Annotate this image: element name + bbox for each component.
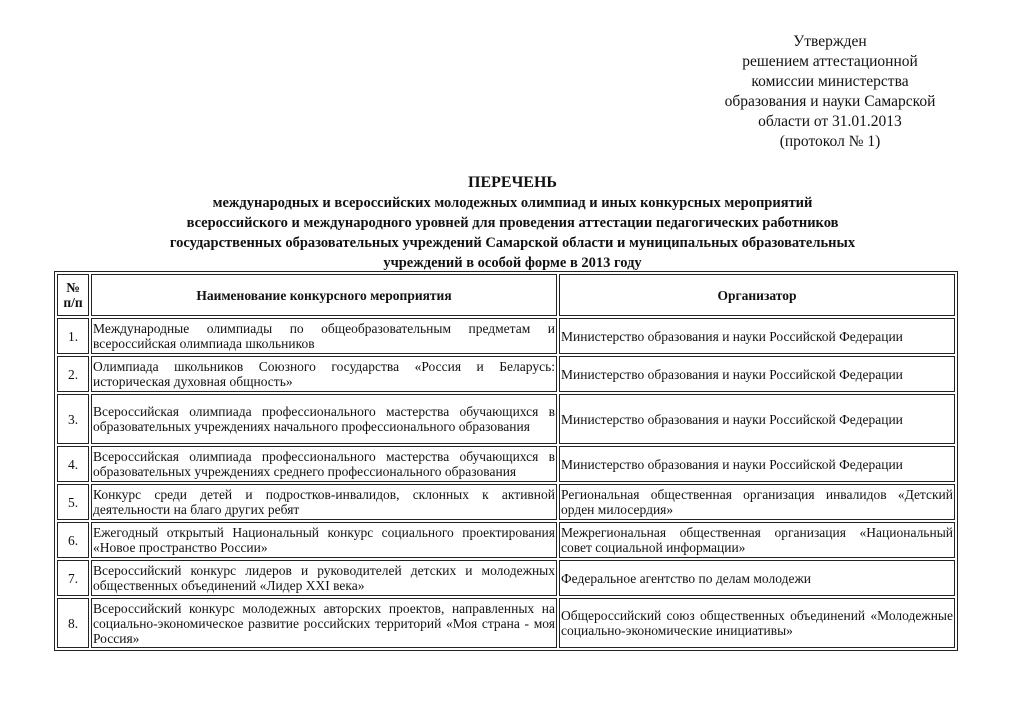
row-num: 2. [57,356,89,392]
row-org: Министерство образования и науки Российской Федерации [559,356,955,392]
title-sub-line: всероссийского и международного уровней для проведения аттестации педагогических работников [186,215,839,231]
title-sub-line: учреждений в особой форме в 2013 году [383,255,642,271]
table-row [57,394,955,444]
row-num: 6. [57,522,89,558]
approval-line: комиссии министерства [751,73,909,90]
events-table [54,271,958,651]
table-row [57,484,955,520]
row-org: Министерство образования и науки Российской Федерации [559,318,955,354]
row-name: Всероссийская олимпиада профессионального мастерства обучающихся в образовательных учреждениях начального профессионального образования [91,394,557,444]
row-name: Ежегодный открытый Национальный конкурс социального проектирования «Новое пространство России» [91,522,557,558]
approval-line: области от 31.01.2013 [758,113,902,130]
title-sub-line: международных и всероссийских молодежных олимпиад и иных конкурсных мероприятий [212,195,813,211]
row-name: Всероссийский конкурс лидеров и руководителей детских и молодежных общественных объединений «Лидер XXI века» [91,560,557,596]
approval-line: (протокол № 1) [779,133,881,150]
row-num: 8. [57,598,89,648]
row-num: 7. [57,560,89,596]
header-name: Наименование конкурсного мероприятия [91,274,557,316]
row-name: Всероссийская олимпиада профессионального мастерства обучающихся в образовательных учреждениях среднего профессионального образования [91,446,557,482]
title-sub-line: государственных образовательных учреждений Самарской области и муниципальных образовательных [169,235,856,251]
row-name: Олимпиада школьников Союзного государства «Россия и Беларусь: историческая духовная общность» [91,356,557,392]
row-org: Министерство образования и науки Российской Федерации [559,394,955,444]
row-name: Всероссийский конкурс молодежных авторских проектов, направленных на социально-экономическое развитие российских территорий «Моя страна - моя Россия» [91,598,557,648]
approval-line: Утвержден [793,33,867,50]
table-row [57,318,955,354]
approval-line: образования и науки Самарской [724,93,936,110]
row-num: 3. [57,394,89,444]
row-org: Министерство образования и науки Российской Федерации [559,446,955,482]
table-row [57,598,955,648]
row-org: Межрегиональная общественная организация «Национальный совет социальной информации» [559,522,955,558]
row-org: Федеральное агентство по делам молодежи [559,560,955,596]
table-header-row [57,274,955,316]
approval-line: решением аттестационной [742,53,918,70]
approval-stamp [690,32,970,152]
table-row [57,522,955,558]
document-title [60,172,965,273]
table-row [57,446,955,482]
header-num: № п/п [57,274,89,316]
header-org: Организатор [559,274,955,316]
row-name: Международные олимпиады по общеобразовательным предметам и всероссийская олимпиада школьников [91,318,557,354]
title-main: ПЕРЕЧЕНЬ [468,174,557,191]
row-num: 1. [57,318,89,354]
row-num: 5. [57,484,89,520]
row-name: Конкурс среди детей и подростков-инвалидов, склонных к активной деятельности на благо других ребят [91,484,557,520]
table-row [57,560,955,596]
row-org: Общероссийский союз общественных объединений «Молодежные социально-экономические инициативы» [559,598,955,648]
row-num: 4. [57,446,89,482]
row-org: Региональная общественная организация инвалидов «Детский орден милосердия» [559,484,955,520]
table-row [57,356,955,392]
